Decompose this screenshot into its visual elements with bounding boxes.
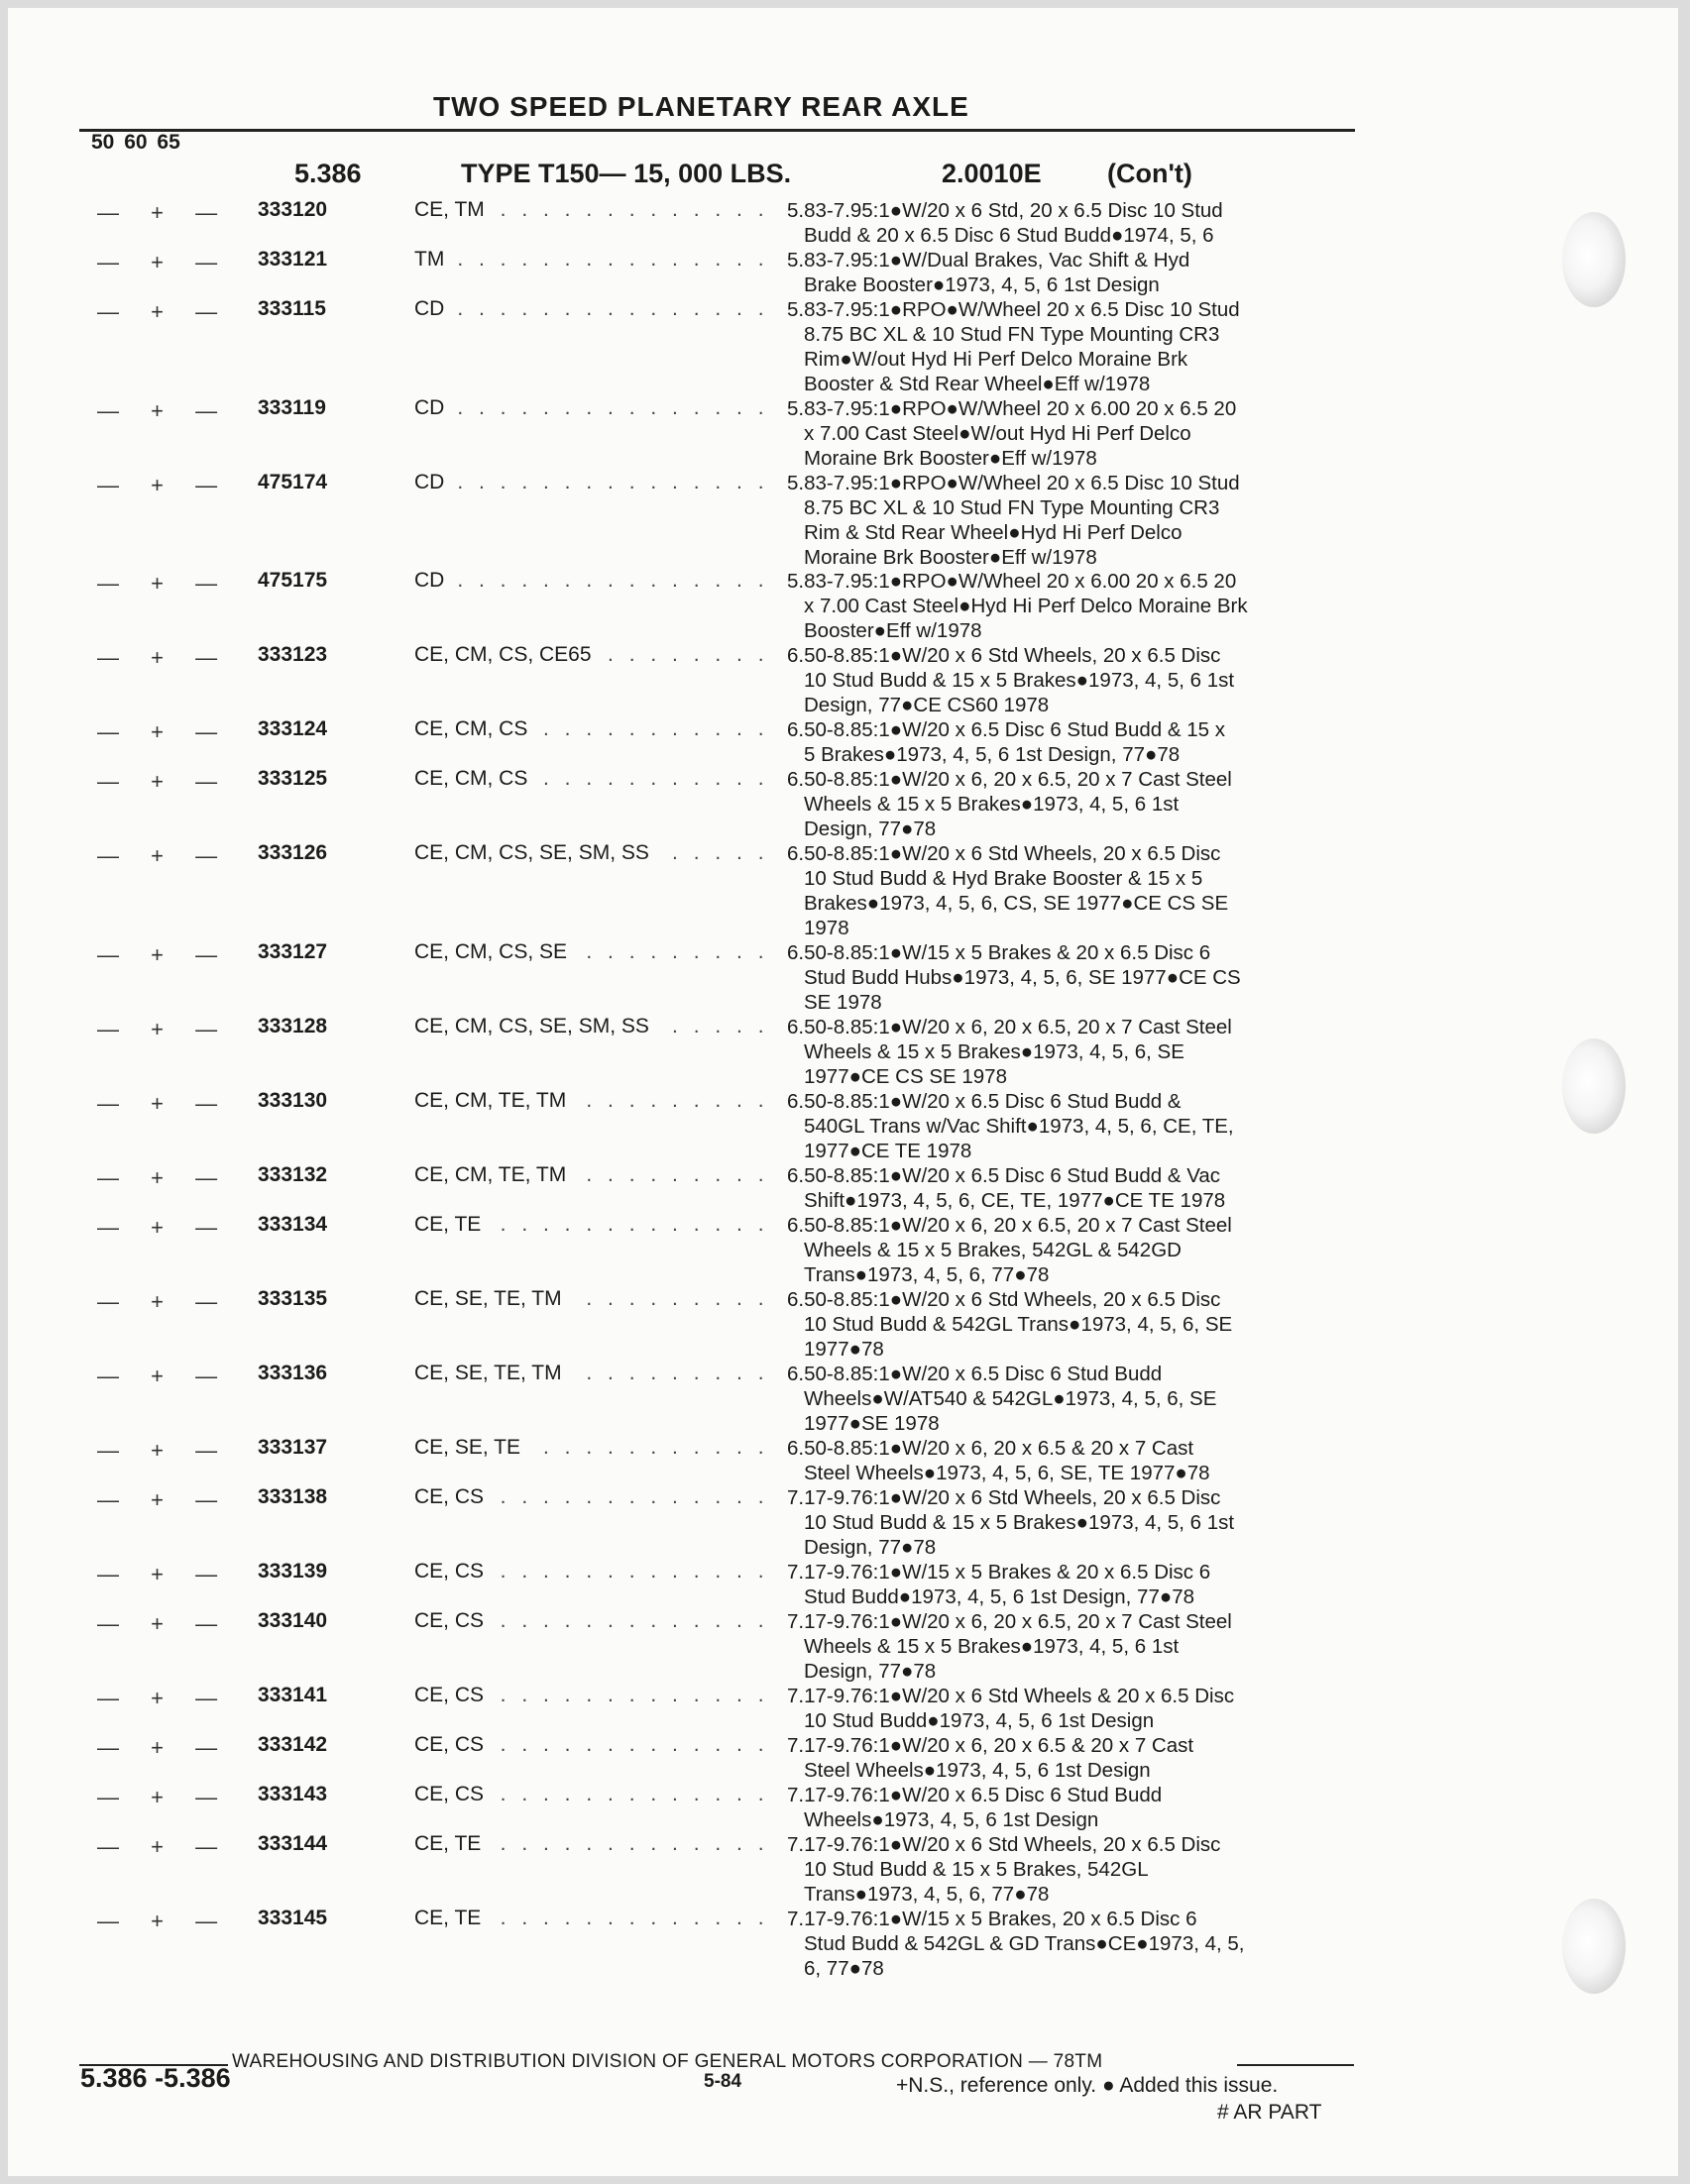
description-line: 7.17-9.76:1●W/15 x 5 Brakes & 20 x 6.5 Disc 6 [787,1561,1211,1583]
model-codes: CE, CM, CS, CE65 [414,643,600,667]
description-line: 10 Stud Budd●1973, 4, 5, 6 1st Design [804,1709,1155,1732]
description-line: Wheels●W/AT540 & 542GL●1973, 4, 5, 6, SE [804,1387,1217,1410]
part-number: 333124 [258,717,328,740]
part-description [787,1783,1162,1832]
description-line: 10 Stud Budd & 542GL Trans●1973, 4, 5, 6, SE [804,1313,1233,1336]
model-codes: CE, CS [414,1485,492,1509]
description-line: 8.75 BC XL & 10 Stud FN Type Mounting CR3 [804,323,1220,346]
description-line: 6.50-8.85:1●W/20 x 6.5 Disc 6 Stud Budd & 15 x [787,718,1225,741]
part-number: 333126 [258,841,328,864]
part-number: 333141 [258,1684,328,1706]
year-availability-marks: — + — [97,1909,231,1933]
description-line: 7.17-9.76:1●W/20 x 6 Std Wheels & 20 x 6.5 Disc [787,1685,1235,1707]
description-line: 6.50-8.85:1●W/20 x 6, 20 x 6.5 & 20 x 7 Cast [787,1437,1194,1460]
model-codes: CE, TE [414,1907,489,1930]
part-description [787,1733,1193,1783]
part-description [787,1907,1245,1981]
year-availability-marks: — + — [97,299,231,324]
description-line: Shift●1973, 4, 5, 6, CE, TE, 1977●CE TE 1978 [804,1189,1226,1212]
description-line: Stud Budd & 542GL & GD Trans●CE●1973, 4, 5, [804,1932,1245,1955]
description-line: Steel Wheels●1973, 4, 5, 6, SE, TE 1977●78 [804,1462,1210,1484]
year-availability-marks: — + — [97,843,231,868]
description-line: Rim & Std Rear Wheel●Hyd Hi Perf Delco [804,521,1183,544]
model-codes: CD [414,471,452,494]
year-availability-marks: — + — [97,1289,231,1314]
model-codes: CE, CM, CS [414,717,535,741]
part-description [787,841,1228,940]
part-number: 333121 [258,248,328,271]
year-availability-marks: — + — [97,769,231,794]
model-codes: TM [414,248,452,272]
description-line: 5.83-7.95:1●RPO●W/Wheel 20 x 6.00 20 x 6.5 20 [787,570,1237,593]
part-number: 333134 [258,1213,328,1236]
type-code: 2.0010E [942,159,1042,188]
description-line: 6.50-8.85:1●W/20 x 6 Std Wheels, 20 x 6.5 Disc [787,644,1221,667]
description-line: 6.50-8.85:1●W/20 x 6 Std Wheels, 20 x 6.5 Disc [787,1288,1221,1311]
description-line: 540GL Trans w/Vac Shift●1973, 4, 5, 6, CE, TE, [804,1115,1234,1138]
part-number: 333130 [258,1089,328,1112]
description-line: Wheels & 15 x 5 Brakes●1973, 4, 5, 6 1st [804,793,1180,816]
part-description [787,198,1223,248]
year-availability-marks: — + — [97,398,231,423]
part-number: 333120 [258,198,328,221]
part-description [787,767,1232,841]
year-availability-marks: — + — [97,1611,231,1636]
binder-hole-top [1562,212,1626,307]
model-codes: CE, CM, CS, SE [414,940,575,964]
year-availability-marks: — + — [97,571,231,596]
description-line: 7.17-9.76:1●W/20 x 6.5 Disc 6 Stud Budd [787,1784,1163,1806]
year-availability-marks: — + — [97,1438,231,1463]
part-description [787,1287,1232,1362]
part-description [787,940,1241,1015]
year-availability-marks: — + — [97,250,231,274]
model-codes: CE, SE, TE [414,1436,528,1460]
description-line: Moraine Brk Booster●Eff w/1978 [804,447,1097,470]
model-codes: CE, CM, CS, SE, SM, SS [414,1015,657,1038]
year-availability-marks: — + — [97,200,231,225]
model-codes: CE, SE, TE, TM [414,1287,570,1311]
model-codes: CE, CM, CS [414,767,535,791]
year-availability-marks: — + — [97,1487,231,1512]
part-number: 333144 [258,1832,328,1855]
model-codes: CE, CS [414,1684,492,1707]
part-number: 333136 [258,1362,328,1384]
description-line: Wheels & 15 x 5 Brakes●1973, 4, 5, 6, SE [804,1040,1184,1063]
year-availability-marks: — + — [97,1017,231,1041]
description-line: Steel Wheels●1973, 4, 5, 6 1st Design [804,1759,1151,1782]
part-description [787,1362,1216,1436]
header-rule [79,129,1355,132]
description-line: 5.83-7.95:1●W/Dual Brakes, Vac Shift & Hyd [787,249,1190,272]
part-number: 333128 [258,1015,328,1037]
part-number: 333119 [258,396,326,419]
part-number: 333135 [258,1287,328,1310]
description-line: SE 1978 [804,991,882,1014]
description-line: 1977●CE TE 1978 [804,1140,972,1162]
part-number: 333145 [258,1907,328,1929]
part-description [787,1485,1234,1560]
part-number: 333142 [258,1733,328,1756]
part-number: 333115 [258,297,326,320]
description-line: 7.17-9.76:1●W/20 x 6 Std Wheels, 20 x 6.5 Disc [787,1486,1221,1509]
year-availability-marks: — + — [97,1735,231,1760]
description-line: 1978 [804,917,849,939]
part-number: 333140 [258,1609,328,1632]
year-availability-marks: — + — [97,473,231,497]
model-codes: CD [414,569,452,593]
description-line: Design, 77●78 [804,1536,937,1559]
model-codes: CE, CM, TE, TM [414,1089,574,1113]
year-availability-marks: — + — [97,719,231,744]
type-label: TYPE T150— 15, 000 LBS. [461,159,792,188]
description-line: 6.50-8.85:1●W/20 x 6.5 Disc 6 Stud Budd & [787,1090,1182,1113]
description-line: Design, 77●CE CS60 1978 [804,694,1050,716]
model-codes: CE, CS [414,1733,492,1757]
page-number: 5-84 [704,2071,742,2092]
year-columns: 50 60 65 [91,131,180,154]
description-line: Booster & Std Rear Wheel●Eff w/1978 [804,373,1151,395]
description-line: Brakes●1973, 4, 5, 6, CS, SE 1977●CE CS SE [804,892,1229,915]
part-description [787,1436,1210,1485]
dot-leader [414,396,777,420]
description-line: 5.83-7.95:1●RPO●W/Wheel 20 x 6.5 Disc 10 Stud [787,298,1240,321]
description-line: 5 Brakes●1973, 4, 5, 6 1st Design, 77●78 [804,743,1181,766]
model-codes: CE, CS [414,1560,492,1583]
legend: +N.S., reference only. ● Added this issue. [896,2074,1279,2097]
description-line: Budd & 20 x 6.5 Disc 6 Stud Budd●1974, 5, 6 [804,224,1214,247]
part-description [787,297,1240,396]
description-line: Booster●Eff w/1978 [804,619,982,642]
part-number: 333125 [258,767,328,790]
part-description [787,1609,1232,1684]
description-line: 5.83-7.95:1●RPO●W/Wheel 20 x 6.5 Disc 10 Stud [787,472,1240,494]
description-line: Wheels●1973, 4, 5, 6 1st Design [804,1808,1099,1831]
year-availability-marks: — + — [97,1785,231,1809]
description-line: 6.50-8.85:1●W/20 x 6, 20 x 6.5, 20 x 7 Cast Steel [787,1214,1232,1237]
part-description [787,1832,1220,1907]
model-codes: CE, TE [414,1213,489,1237]
description-line: 1977●CE CS SE 1978 [804,1065,1007,1088]
description-line: 7.17-9.76:1●W/20 x 6 Std Wheels, 20 x 6.5 Disc [787,1833,1221,1856]
description-line: 8.75 BC XL & 10 Stud FN Type Mounting CR3 [804,496,1220,519]
part-number: 475175 [258,569,328,592]
description-line: 5.83-7.95:1●W/20 x 6 Std, 20 x 6.5 Disc 10 Stud [787,199,1223,222]
part-number: 333127 [258,940,328,963]
description-line: 1977●SE 1978 [804,1412,940,1435]
part-number: 333123 [258,643,328,666]
year-availability-marks: — + — [97,1165,231,1190]
description-line: 7.17-9.76:1●W/20 x 6, 20 x 6.5, 20 x 7 Cast Steel [787,1610,1232,1633]
part-description [787,717,1225,767]
dot-leader [414,297,777,321]
year-availability-marks: — + — [97,1686,231,1710]
description-line: 10 Stud Budd & 15 x 5 Brakes●1973, 4, 5, 6 1st [804,669,1235,692]
description-line: Design, 77●78 [804,818,937,840]
description-line: Wheels & 15 x 5 Brakes, 542GL & 542GD [804,1239,1182,1261]
part-number: 333139 [258,1560,328,1583]
part-description [787,1213,1232,1287]
description-line: 1977●78 [804,1338,884,1361]
description-line: 7.17-9.76:1●W/15 x 5 Brakes, 20 x 6.5 Disc 6 [787,1908,1197,1930]
description-line: 6.50-8.85:1●W/20 x 6.5 Disc 6 Stud Budd & Vac [787,1164,1221,1187]
description-line: 7.17-9.76:1●W/20 x 6, 20 x 6.5 & 20 x 7 Cast [787,1734,1194,1757]
continued-label: (Con't) [1107,159,1192,188]
part-description [787,1163,1225,1213]
part-number: 333137 [258,1436,328,1459]
part-description [787,1015,1232,1089]
year-availability-marks: — + — [97,1364,231,1388]
description-line: Design, 77●78 [804,1660,937,1683]
model-codes: CE, SE, TE, TM [414,1362,570,1385]
model-codes: CD [414,396,452,420]
year-availability-marks: — + — [97,1091,231,1116]
part-number: 333143 [258,1783,328,1805]
part-description [787,248,1189,297]
description-line: Trans●1973, 4, 5, 6, 77●78 [804,1263,1050,1286]
year-availability-marks: — + — [97,1834,231,1859]
description-line: x 7.00 Cast Steel●Hyd Hi Perf Delco Moraine Brk [804,595,1248,617]
description-line: 6.50-8.85:1●W/20 x 6, 20 x 6.5, 20 x 7 Cast Steel [787,1016,1232,1038]
part-description [787,643,1234,717]
part-description [787,1089,1234,1163]
description-line: 10 Stud Budd & 15 x 5 Brakes●1973, 4, 5, 6 1st [804,1511,1235,1534]
description-line: 6.50-8.85:1●W/20 x 6, 20 x 6.5, 20 x 7 Cast Steel [787,768,1232,791]
model-codes: CE, CS [414,1783,492,1806]
dot-leader [414,248,777,272]
part-description [787,396,1236,471]
description-line: Moraine Brk Booster●Eff w/1978 [804,546,1097,569]
ar-part-note: # AR PART [1217,2101,1322,2124]
description-line: Rim●W/out Hyd Hi Perf Delco Moraine Brk [804,348,1188,371]
model-codes: CE, CM, CS, SE, SM, SS [414,841,657,865]
part-number: 333132 [258,1163,328,1186]
description-line: Brake Booster●1973, 4, 5, 6 1st Design [804,273,1160,296]
footer-division: WAREHOUSING AND DISTRIBUTION DIVISION OF GENERAL MOTORS CORPORATION — 78TM [232,2051,1103,2072]
model-codes: CE, TM [414,198,493,222]
dot-leader [414,569,777,593]
model-codes: CE, CS [414,1609,492,1633]
part-number: 333138 [258,1485,328,1508]
part-number: 475174 [258,471,328,493]
description-line: 10 Stud Budd & 15 x 5 Brakes, 542GL [804,1858,1149,1881]
year-availability-marks: — + — [97,645,231,670]
description-line: 6.50-8.85:1●W/20 x 6.5 Disc 6 Stud Budd [787,1363,1163,1385]
part-description [787,471,1240,570]
model-codes: CD [414,297,452,321]
page-title: TWO SPEED PLANETARY REAR AXLE [433,91,969,122]
part-description [787,1560,1210,1609]
dot-leader [414,471,777,494]
part-description [787,1684,1234,1733]
description-line: Stud Budd●1973, 4, 5, 6 1st Design, 77●78 [804,1585,1195,1608]
description-line: Stud Budd Hubs●1973, 4, 5, 6, SE 1977●CE CS [804,966,1241,989]
binder-hole-middle [1562,1038,1626,1134]
section-number: 5.386 [294,159,362,188]
model-codes: CE, TE [414,1832,489,1856]
year-availability-marks: — + — [97,1215,231,1240]
binder-hole-bottom [1562,1899,1626,1994]
year-availability-marks: — + — [97,942,231,967]
page-range: 5.386 -5.386 [80,2063,231,2093]
description-line: 6, 77●78 [804,1957,884,1980]
description-line: x 7.00 Cast Steel●W/out Hyd Hi Perf Delco [804,422,1191,445]
description-line: Wheels & 15 x 5 Brakes●1973, 4, 5, 6 1st [804,1635,1180,1658]
model-codes: CE, CM, TE, TM [414,1163,574,1187]
description-line: Trans●1973, 4, 5, 6, 77●78 [804,1883,1050,1906]
part-description [787,569,1248,643]
description-line: 6.50-8.85:1●W/15 x 5 Brakes & 20 x 6.5 Disc 6 [787,941,1211,964]
description-line: 6.50-8.85:1●W/20 x 6 Std Wheels, 20 x 6.5 Disc [787,842,1221,865]
footer-rule-right [1237,2064,1354,2066]
year-availability-marks: — + — [97,1562,231,1586]
description-line: 10 Stud Budd & Hyd Brake Booster & 15 x 5 [804,867,1203,890]
description-line: 5.83-7.95:1●RPO●W/Wheel 20 x 6.00 20 x 6.5 20 [787,397,1237,420]
